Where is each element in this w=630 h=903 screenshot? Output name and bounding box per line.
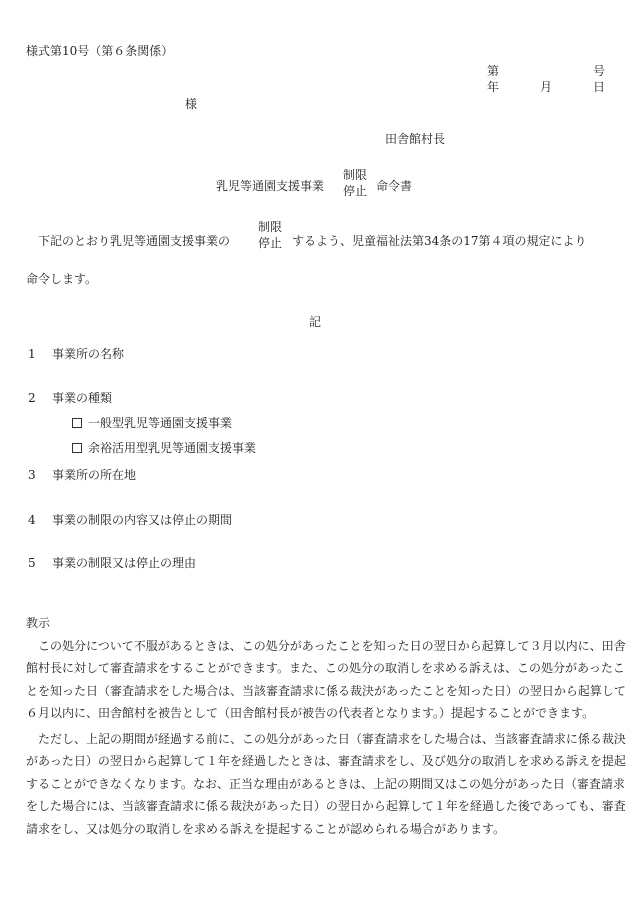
body-option-restrict: 制限 (258, 220, 283, 234)
business-type-label: 一般型乳児等通園支援事業 (88, 416, 233, 430)
business-type-option-spare-capacity[interactable] (72, 442, 256, 454)
instruction-line: することができなくなります。なお、正当な理由があるときは、上記の期間又はこの処分があった日（審査請求 (26, 777, 625, 791)
title-option-restrict: 制限 (343, 168, 368, 182)
business-type-option-general[interactable] (72, 417, 232, 429)
recipient-honorific: 様 (185, 97, 198, 111)
body-text-line1-end: するよう、児童福祉法第34条の17第４項の規定により (292, 234, 587, 248)
title-option-stop: 停止 (343, 184, 368, 198)
body-text-line1-start: 下記のとおり乳児等通園支援事業の (38, 234, 231, 248)
instruction-line: 館村長に対して審査請求をすることができます。また、この処分の取消しを求める訴えは、この処分があったこ (26, 661, 625, 675)
body-option-stack (258, 219, 282, 251)
item-number: 5 (28, 556, 36, 570)
business-type-label: 余裕活用型乳児等通園支援事業 (88, 441, 257, 455)
date-day-label: 日 (593, 80, 606, 94)
item-label-restriction-period: 事業の制限の内容又は停止の期間 (52, 513, 233, 527)
issuer-name: 田舎館村長 (385, 132, 446, 146)
body-option-stop: 停止 (258, 236, 283, 250)
document-title-end: 命令書 (376, 179, 413, 193)
item-number: 4 (28, 513, 36, 527)
body-text-line2: 命令します。 (26, 272, 98, 286)
instruction-line: をした場合には、当該審査請求に係る裁決があった日）の翌日から起算して１年を経過した後であっても、審査 (26, 799, 626, 813)
instruction-line: この処分について不服があるときは、この処分があったことを知った日の翌日から起算して３月以内に、田舎 (38, 639, 626, 653)
instruction-heading: 教示 (26, 616, 51, 630)
item-number: 2 (28, 391, 36, 405)
title-option-stack (343, 167, 367, 199)
item-label-facility-name: 事業所の名称 (52, 347, 125, 361)
instruction-line: 請求をし、又は処分の取消しを求める訴えを提起することが認められる場合があります。 (26, 822, 506, 836)
document-number-suffix: 号 (593, 64, 606, 78)
item-number: 3 (28, 468, 36, 482)
date-month-label: 月 (540, 80, 553, 94)
item-label-business-type: 事業の種類 (52, 391, 113, 405)
checkbox-icon[interactable] (72, 443, 82, 453)
document-title-main: 乳児等通園支援事業 (216, 179, 325, 193)
instruction-line: ただし、上記の期間が経過する前に、この処分があった日（審査請求をした場合は、当該審査請求に係る裁決 (38, 732, 626, 746)
ki-heading: 記 (309, 315, 322, 329)
instruction-line: とを知った日（審査請求をした場合は、当該審査請求に係る裁決があったことを知った日）の翌日から起算して (26, 684, 626, 698)
item-label-facility-address: 事業所の所在地 (52, 468, 137, 482)
instruction-line: があった日）の翌日から起算して１年を経過したときは、審査請求をし、及び処分の取消しを求める訴えを提起 (26, 754, 626, 768)
item-number: 1 (28, 347, 36, 361)
date-year-label: 年 (487, 80, 500, 94)
item-label-reason: 事業の制限又は停止の理由 (52, 556, 197, 570)
document-number-prefix: 第 (487, 64, 500, 78)
form-number-label: 様式第10号（第６条関係） (26, 44, 174, 58)
instruction-line: ６月以内に、田舎館村を被告として（田舎館村長が被告の代表者となります。）提起することができます。 (26, 706, 595, 720)
checkbox-icon[interactable] (72, 418, 82, 428)
